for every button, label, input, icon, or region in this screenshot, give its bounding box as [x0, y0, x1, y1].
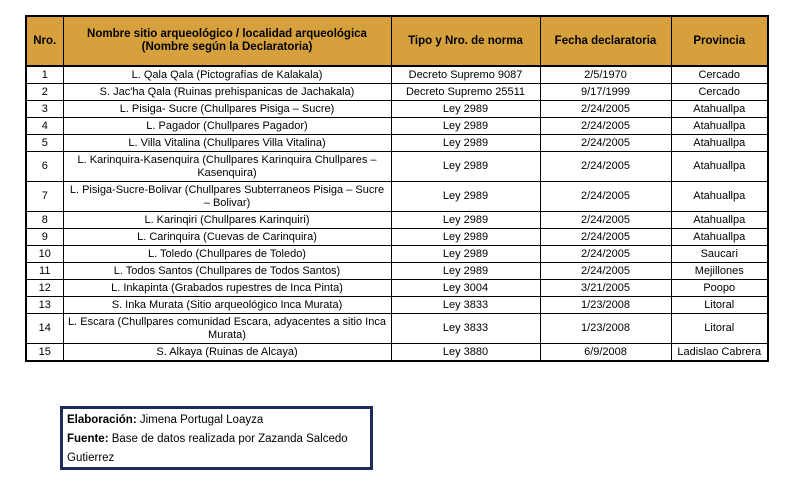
cell-tipo: Ley 2989: [391, 263, 540, 280]
cell-nombre: L. Inkapinta (Grabados rupestres de Inca Pinta): [63, 280, 391, 297]
cell-tipo: Ley 3880: [391, 344, 540, 362]
table-row: [26, 182, 768, 212]
cell-nombre: L. Carinquira (Cuevas de Carinquira): [63, 229, 391, 246]
cell-nro: 11: [26, 263, 63, 280]
elaboracion-value: Jimena Portugal Loayza: [139, 414, 264, 426]
credits-fuente: [67, 430, 367, 468]
cell-provincia: Atahuallpa: [671, 152, 768, 182]
cell-nro: 4: [26, 118, 63, 135]
cell-nombre: L. Todos Santos (Chullpares de Todos Santos): [63, 263, 391, 280]
cell-provincia: Litoral: [671, 314, 768, 344]
cell-nro: 6: [26, 152, 63, 182]
cell-provincia: Saucari: [671, 246, 768, 263]
cell-tipo: Ley 2989: [391, 182, 540, 212]
cell-tipo: Ley 2989: [391, 101, 540, 118]
cell-tipo: Ley 2989: [391, 212, 540, 229]
cell-nro: 7: [26, 182, 63, 212]
table-row: [26, 229, 768, 246]
cell-nro: 14: [26, 314, 63, 344]
cell-nombre: S. Alkaya (Ruinas de Alcaya): [63, 344, 391, 362]
table-row: [26, 152, 768, 182]
cell-tipo: Ley 2989: [391, 152, 540, 182]
cell-tipo: Decreto Supremo 25511: [391, 84, 540, 101]
cell-fecha: 2/24/2005: [540, 135, 671, 152]
header-provincia: Provincia: [671, 16, 768, 66]
table-row: [26, 135, 768, 152]
cell-provincia: Cercado: [671, 84, 768, 101]
cell-nro: 13: [26, 297, 63, 314]
cell-tipo: Decreto Supremo 9087: [391, 66, 540, 84]
cell-fecha: 9/17/1999: [540, 84, 671, 101]
cell-nombre: L. Pisiga-Sucre-Bolivar (Chullpares Subterraneos Pisiga – Sucre – Bolivar): [63, 182, 391, 212]
cell-provincia: Atahuallpa: [671, 118, 768, 135]
credits-box: [60, 406, 373, 470]
cell-nro: 5: [26, 135, 63, 152]
fuente-value: Base de datos realizada por Zazanda Salcedo Gutierrez: [67, 433, 348, 464]
cell-nro: 15: [26, 344, 63, 362]
cell-nro: 12: [26, 280, 63, 297]
header-nombre: Nombre sitio arqueológico / localidad arqueológica (Nombre según la Declaratoria): [63, 16, 391, 66]
cell-nombre: L. Toledo (Chullpares de Toledo): [63, 246, 391, 263]
cell-nro: 8: [26, 212, 63, 229]
cell-provincia: Atahuallpa: [671, 182, 768, 212]
cell-tipo: Ley 2989: [391, 118, 540, 135]
cell-provincia: Atahuallpa: [671, 229, 768, 246]
cell-nombre: L. Karinqiri (Chullpares Karinquiri): [63, 212, 391, 229]
cell-provincia: Atahuallpa: [671, 101, 768, 118]
cell-nro: 3: [26, 101, 63, 118]
cell-tipo: Ley 2989: [391, 246, 540, 263]
cell-nombre: L. Pagador (Chullpares Pagador): [63, 118, 391, 135]
cell-nombre: L. Pisiga- Sucre (Chullpares Pisiga – Sucre): [63, 101, 391, 118]
table-row: [26, 101, 768, 118]
header-tipo: Tipo y Nro. de norma: [391, 16, 540, 66]
table-row: [26, 246, 768, 263]
header-fecha: Fecha declaratoria: [540, 16, 671, 66]
cell-fecha: 2/24/2005: [540, 246, 671, 263]
fuente-label: Fuente:: [67, 433, 109, 445]
cell-fecha: 3/21/2005: [540, 280, 671, 297]
credits-elaboracion: [67, 411, 367, 430]
cell-tipo: Ley 3833: [391, 297, 540, 314]
cell-tipo: Ley 2989: [391, 229, 540, 246]
cell-provincia: Cercado: [671, 66, 768, 84]
cell-provincia: Poopo: [671, 280, 768, 297]
cell-provincia: Litoral: [671, 297, 768, 314]
cell-nombre: L. Qala Qala (Pictografías de Kalakala): [63, 66, 391, 84]
cell-nombre: S. Inka Murata (Sitio arqueológico Inca Murata): [63, 297, 391, 314]
cell-fecha: 2/24/2005: [540, 263, 671, 280]
cell-fecha: 2/5/1970: [540, 66, 671, 84]
header-nro: Nro.: [26, 16, 63, 66]
cell-provincia: Ladislao Cabrera: [671, 344, 768, 362]
cell-fecha: 2/24/2005: [540, 118, 671, 135]
table-row: [26, 118, 768, 135]
cell-fecha: 1/23/2008: [540, 297, 671, 314]
cell-fecha: 6/9/2008: [540, 344, 671, 362]
cell-fecha: 2/24/2005: [540, 229, 671, 246]
cell-nombre: L. Escara (Chullpares comunidad Escara, adyacentes a sitio Inca Murata): [63, 314, 391, 344]
cell-tipo: Ley 3004: [391, 280, 540, 297]
header-row: [26, 16, 768, 66]
cell-fecha: 2/24/2005: [540, 212, 671, 229]
table-row: [26, 84, 768, 101]
cell-fecha: 2/24/2005: [540, 101, 671, 118]
cell-fecha: 2/24/2005: [540, 182, 671, 212]
archaeological-sites-table: [25, 15, 769, 362]
table-body: [26, 66, 768, 361]
cell-nombre: S. Jac'ha Qala (Ruinas prehispanicas de Jachakala): [63, 84, 391, 101]
cell-nombre: L. Villa Vitalina (Chullpares Villa Vitalina): [63, 135, 391, 152]
cell-nro: 2: [26, 84, 63, 101]
table-row: [26, 66, 768, 84]
cell-provincia: Atahuallpa: [671, 135, 768, 152]
cell-fecha: 1/23/2008: [540, 314, 671, 344]
cell-provincia: Atahuallpa: [671, 212, 768, 229]
table-row: [26, 280, 768, 297]
table-row: [26, 212, 768, 229]
table-header: [26, 16, 768, 66]
table-row: [26, 314, 768, 344]
table-row: [26, 344, 768, 362]
cell-nro: 10: [26, 246, 63, 263]
table-row: [26, 297, 768, 314]
cell-tipo: Ley 2989: [391, 135, 540, 152]
cell-nombre: L. Karinquira-Kasenquira (Chullpares Karinquira Chullpares – Kasenquira): [63, 152, 391, 182]
cell-nro: 9: [26, 229, 63, 246]
cell-tipo: Ley 3833: [391, 314, 540, 344]
table-row: [26, 263, 768, 280]
cell-fecha: 2/24/2005: [540, 152, 671, 182]
cell-provincia: Mejillones: [671, 263, 768, 280]
elaboracion-label: Elaboración:: [67, 414, 137, 426]
cell-nro: 1: [26, 66, 63, 84]
